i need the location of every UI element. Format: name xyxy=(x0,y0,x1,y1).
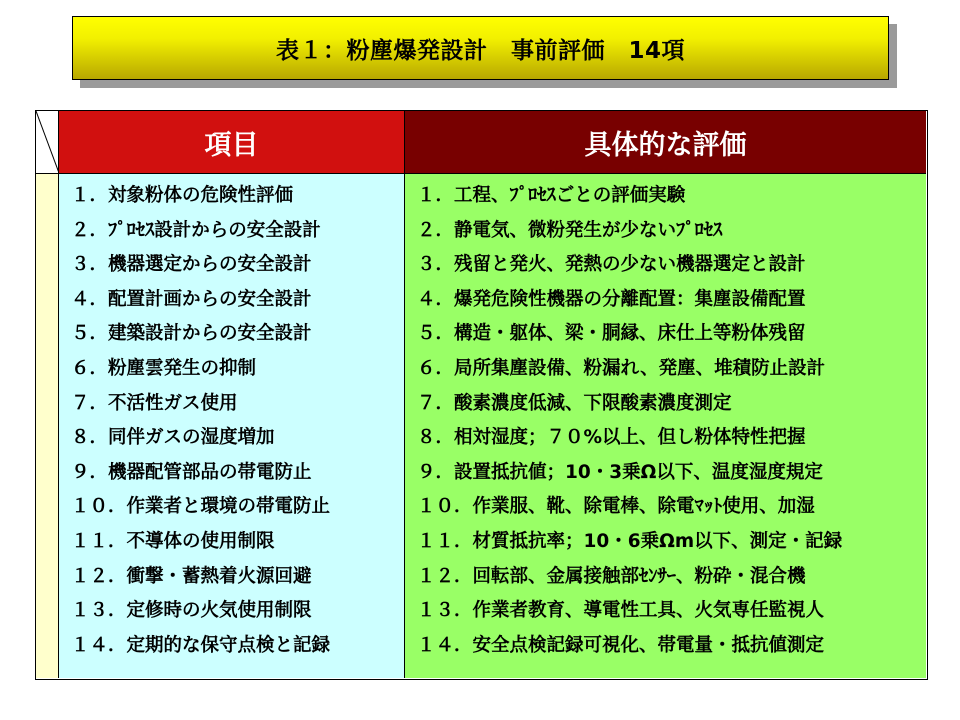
evaluation-row: ７．酸素濃度低減、下限酸素濃度測定 xyxy=(417,392,732,414)
evaluation-row: １３．作業者教育、導電性工具、火気専任監視人 xyxy=(417,600,825,622)
diagonal-line-icon xyxy=(36,111,59,173)
header-evaluation: 具体的な評価 xyxy=(405,111,926,173)
item-row: ７．不活性ガス使用 xyxy=(71,392,238,414)
page-title: 表１：粉塵爆発設計 事前評価 14項 xyxy=(72,16,889,80)
evaluation-row: １１．材質抵抗率；10・6乗Ωm以下、測定・記録 xyxy=(417,530,843,552)
evaluation-row: ６．局所集塵設備、粉漏れ、発塵、堆積防止設計 xyxy=(417,357,826,379)
evaluation-row: ３．残留と発火、発熱の少ない機器選定と設計 xyxy=(417,254,806,276)
table-side-strip xyxy=(36,173,59,678)
item-row: ２．ﾌﾟﾛｾｽ設計からの安全設計 xyxy=(71,219,321,241)
evaluation-row: ２．静電気、微粉発生が少ないﾌﾟﾛｾｽ xyxy=(417,219,723,241)
evaluation-row: ８．相対湿度；７０%以上、但し粉体特性把握 xyxy=(417,427,806,449)
item-row: ８．同伴ガスの湿度増加 xyxy=(71,427,275,449)
evaluation-column xyxy=(405,173,926,678)
item-row: ４．配置計画からの安全設計 xyxy=(71,288,312,310)
item-row: １４．定期的な保守点検と記録 xyxy=(71,634,331,656)
table-corner-cell xyxy=(36,111,59,173)
evaluation-row: １０．作業服、靴、除電棒、除電ﾏｯﾄ使用、加湿 xyxy=(417,496,815,518)
item-row: １０．作業者と環境の帯電防止 xyxy=(71,496,331,518)
item-row: ６．粉塵雲発生の抑制 xyxy=(71,357,257,379)
evaluation-row: １２．回転部、金属接触部ｾﾝｻｰ、粉砕・混合機 xyxy=(417,565,806,587)
evaluation-row: ５．構造・躯体、梁・胴縁、床仕上等粉体残留 xyxy=(417,323,806,345)
evaluation-row: １．工程、ﾌﾟﾛｾｽごとの評価実験 xyxy=(417,185,686,206)
evaluation-row: ４．爆発危険性機器の分離配置：集塵設備配置 xyxy=(417,288,806,310)
item-row: １１．不導体の使用制限 xyxy=(71,530,275,552)
evaluation-row: ９．設置抵抗値；10・3乗Ω以下、温度湿度規定 xyxy=(417,461,823,483)
item-row: １．対象粉体の危険性評価 xyxy=(71,185,294,206)
item-row: ３．機器選定からの安全設計 xyxy=(71,254,312,276)
item-column xyxy=(59,173,405,678)
evaluation-row: １４．安全点検記録可視化、帯電量・抵抗値測定 xyxy=(417,634,825,656)
item-row: １３．定修時の火気使用制限 xyxy=(71,600,312,622)
evaluation-table xyxy=(35,110,928,680)
item-row: ９．機器配管部品の帯電防止 xyxy=(71,461,312,483)
item-row: １２．衝撃・蓄熱着火源回避 xyxy=(71,565,312,587)
item-row: ５．建築設計からの安全設計 xyxy=(71,323,312,345)
header-item: 項目 xyxy=(59,111,405,173)
